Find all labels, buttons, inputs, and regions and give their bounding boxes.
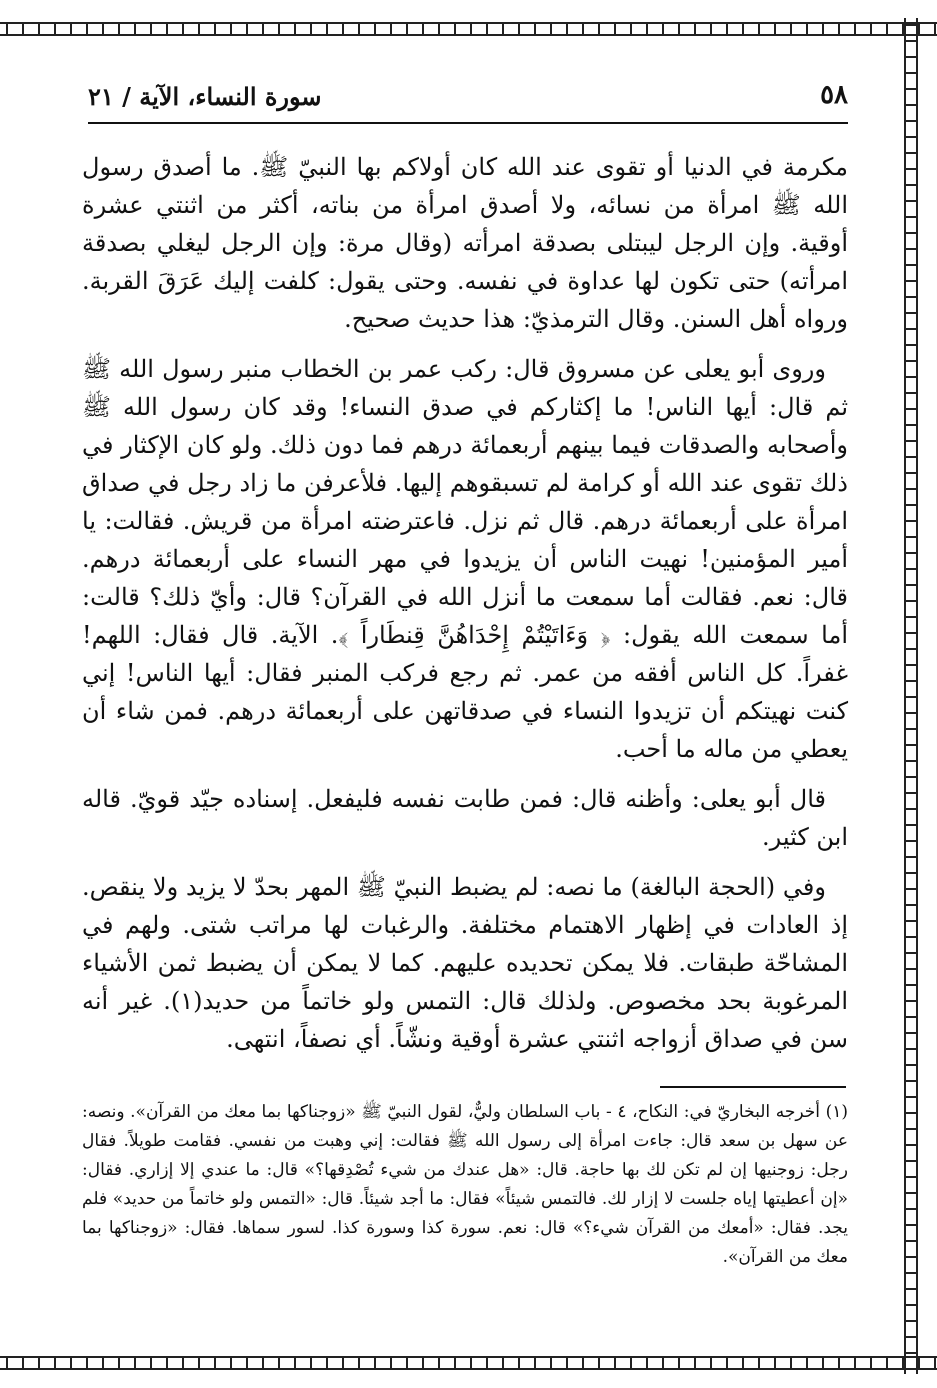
paragraph-4: وفي (الحجة البالغة) ما نصه: لم يضبط النبيّ ﷺ المهر بحدّ لا يزيد ولا ينقص. إذ العادات في إظهار الاهتمام مختلفة. والرغبات لها مراتب شتى. ولهم في المشاحّة طبقات. فلا يمكن تحديده عليهم. كما لا يمكن أن يضبط ثمن الأشياء المرغوبة بحد مخصوص. ولذلك قال: التمس ولو خاتماً من حديد(١). غير أنه سن في صداق أزواجه اثنتي عشرة أوقية ونشّاً. أي نصفاً، انتهى.: [82, 873, 848, 1053]
ornamental-border-bottom: [0, 1352, 937, 1374]
paragraph-3: قال أبو يعلى: وأظنه قال: فمن طابت نفسه فليفعل. إسناده جيّد قويّ. قاله ابن كثير.: [82, 785, 848, 851]
ornamental-border-top: [0, 18, 937, 40]
running-title: سورة النساء، الآية / ٢١: [88, 82, 322, 111]
main-text: [82, 148, 848, 1070]
footnote-separator: [660, 1086, 846, 1088]
page-header: [88, 78, 848, 124]
footnote-1: (١) أخرجه البخاريّ في: النكاح، ٤ - باب السلطان وليٌّ، لقول النبيّ ﷺ «زوجناكها بما معك من القرآن». ونصه: عن سهل بن سعد قال: جاءت امرأة إلى رسول الله ﷺ فقالت: إني وهبت من نفسي. فقامت طويلاً. فقال رجل: زوجنيها إن لم تكن لك بها حاجة. قال: «هل عندك من شيء تُصْدِقها؟» قال: ما عندي إلا إزاري. فقال: «إن أعطيتها إياه جلست لا إزار لك. فالتمس شيئاً» فقال: ما أجد شيئاً. قال: «التمس ولو خاتماً من حديد» فلم يجد. فقال: «أمعك من القرآن شيء؟» قال: نعم. سورة كذا وسورة كذا. لسور سماها. فقال: «زوجناكها بما معك من القرآن».: [82, 1102, 848, 1267]
footnotes: [82, 1098, 848, 1272]
paragraph-2: وروى أبو يعلى عن مسروق قال: ركب عمر بن الخطاب منبر رسول الله ﷺ ثم قال: أيها الناس! ما إكثاركم في صدق النساء! وقد كان رسول الله ﷺ وأصحابه والصدقات فيما بينهم أربعمائة درهم فما دون ذلك. ولو كان الإكثار في ذلك تقوى عند الله أو كرامة لم تسبقوهم إليها. فلأعرفن ما زاد رجل في صداق امرأة على أربعمائة درهم. قال ثم نزل. فاعترضته امرأة من قريش. فقالت: يا أمير المؤمنين! نهيت الناس أن يزيدوا في مهر النساء على أربعمائة درهم. قال: نعم. فقالت أما سمعت ما أنزل الله في القرآن؟ قال: وأيّ ذلك؟ قالت: أما سمعت الله يقول: ﴿ وَءَاتَيْتُمْ إِحْدَاهُنَّ قِنطَاراً ﴾. الآية. قال فقال: اللهم! غفراً. كل الناس أفقه من عمر. ثم رجع فركب المنبر فقال: أيها الناس! إني كنت نهيتكم أن تزيدوا النساء في صدقاتهن على أربعمائة درهم. فمن شاء أن يعطي من ماله ما أحب.: [82, 355, 848, 763]
paragraph-1: مكرمة في الدنيا أو تقوى عند الله كان أولاكم بها النبيّ ﷺ. ما أصدق رسول الله ﷺ امرأة من نسائه، ولا أصدق امرأة من بناته، أكثر من اثنتي عشرة أوقية. وإن الرجل ليبتلى بصدقة امرأته (وقال مرة: وإن الرجل ليغلي بصدقة امرأته) حتى تكون لها عداوة في نفسه. وحتى يقول: كلفت إليك عَرَقَ القربة. ورواه أهل السنن. وقال الترمذيّ: هذا حديث صحيح.: [82, 153, 849, 333]
page-number: ٥٨: [820, 80, 848, 110]
ornamental-border-right: [900, 18, 922, 1374]
